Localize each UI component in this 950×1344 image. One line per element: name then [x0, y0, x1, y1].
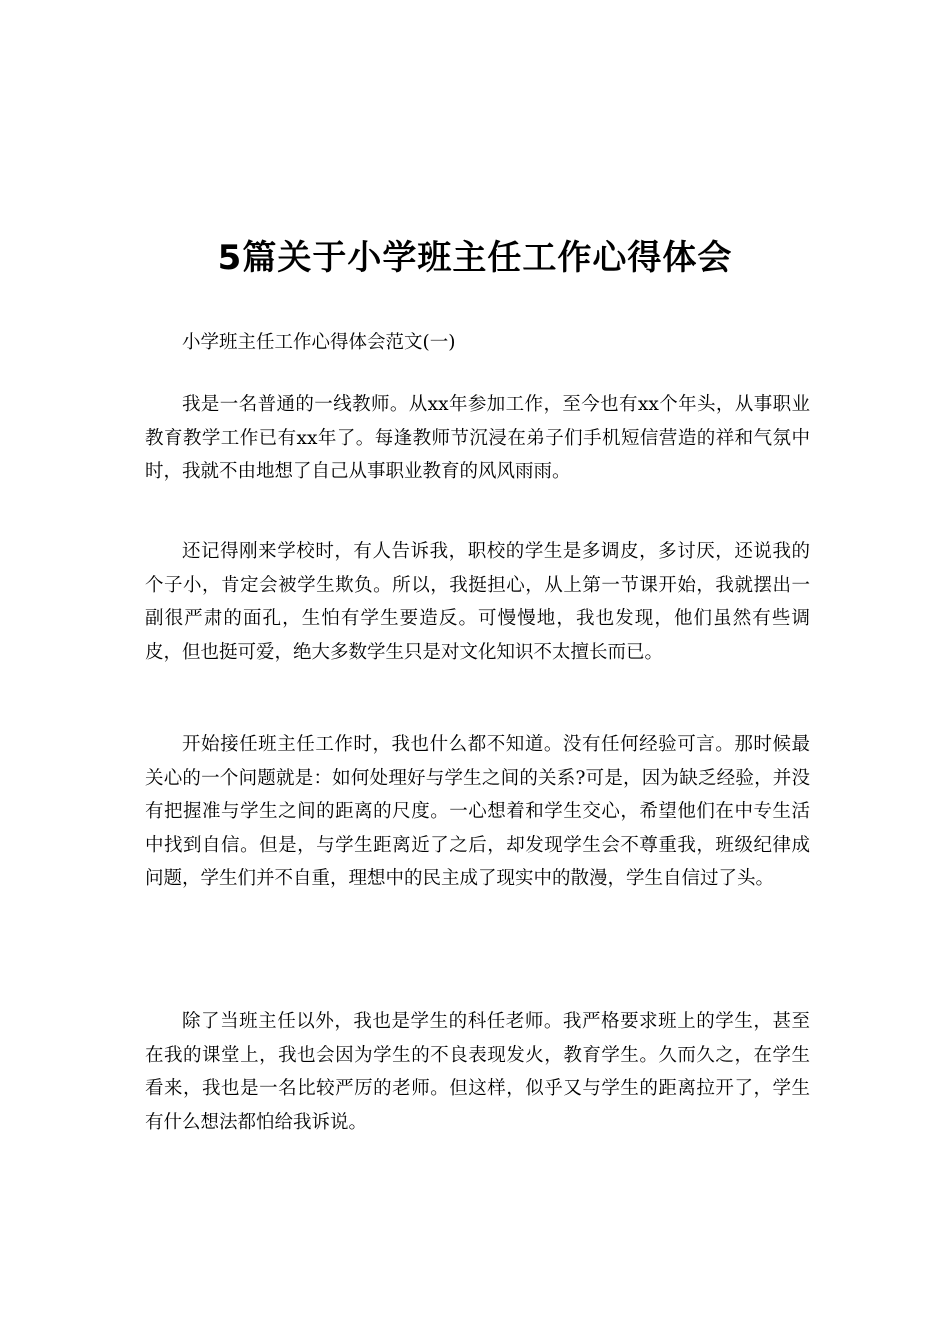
body-paragraph-2: 还记得刚来学校时，有人告诉我，职校的学生是多调皮，多讨厌，还说我的个子小，肯定会被学生欺负。所以，我挺担心，从上第一节课开始，我就摆出一副很严肃的面孔，生怕有学生要造反。可慢慢地，我也发现，他们虽然有些调皮，但也挺可爱，绝大多数学生只是对文化知识不太擅长而已。 [145, 541, 810, 663]
body-paragraph-3: 开始接任班主任工作时，我也什么都不知道。没有任何经验可言。那时候最关心的一个问题就是：如何处理好与学生之间的关系?可是，因为缺乏经验，并没有把握准与学生之间的距离的尺度。一心想着和学生交心，希望他们在中专生活中找到自信。但是，与学生距离近了之后，却发现学生会不尊重我，班级纪律成问题，学生们并不自重，理想中的民主成了现实中的散漫，学生自信过了头。 [145, 734, 810, 889]
document-title: 5篇关于小学班主任工作心得体会 [217, 238, 733, 278]
body-paragraph-4: 除了当班主任以外，我也是学生的科任老师。我严格要求班上的学生，甚至在我的课堂上，我也会因为学生的不良表现发火，教育学生。久而久之，在学生看来，我也是一名比较严厉的老师。但这样，似乎又与学生的距离拉开了，学生有什么想法都怕给我诉说。 [145, 1011, 810, 1133]
section-subtitle: 小学班主任工作心得体会范文(一) [182, 332, 456, 353]
body-paragraph-1: 我是一名普通的一线教师。从xx年参加工作，至今也有xx个年头，从事职业教育教学工作已有xx年了。每逢教师节沉浸在弟子们手机短信营造的祥和气氛中时，我就不由地想了自己从事职业教育的风风雨雨。 [145, 394, 810, 482]
